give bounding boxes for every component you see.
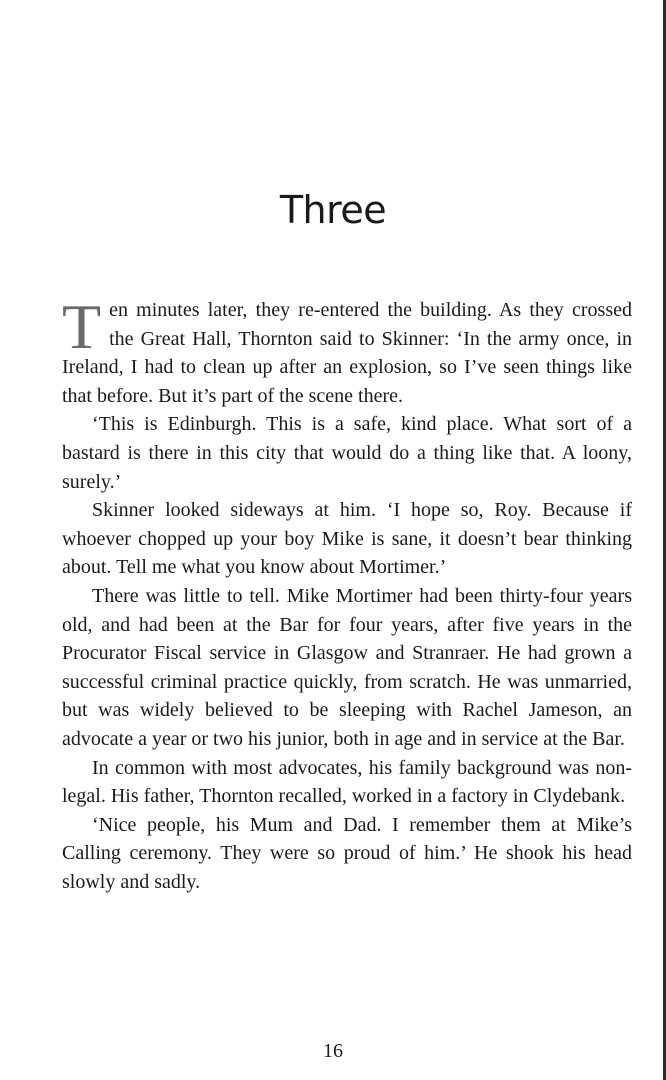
paragraph-5: In common with most advocates, his family background was non-legal. His father, Thornton recalled, worked in a factory in Clydebank. [62, 756, 632, 808]
paragraph-2: ‘This is Edinburgh. This is a safe, kind place. What sort of a bastard is there in this city that would do a thing like that. A loony, surely.’ [62, 413, 632, 493]
paragraph-3: Skinner looked sideways at him. ‘I hope so, Roy. Because if whoever chopped up your boy Mike is sane, it doesn’t bear thinking about. Tell me what you know about Mortimer.’ [62, 499, 632, 579]
drop-cap: T [62, 291, 102, 362]
paragraph-1-text: en minutes later, they re-entered the building. As they crossed the Great Hall, Thornton said to Skinner: ‘In the army once, in Ireland, I had to clean up after an explosion, so I’ve seen things like that before. But it’s part of the scene there. [62, 299, 632, 407]
paragraph-6: ‘Nice people, his Mum and Dad. I remember them at Mike’s Calling ceremony. They were so proud of him.’ He shook his head slowly and sadly. [62, 813, 632, 893]
paragraph-1 [62, 291, 632, 410]
paragraph-4: There was little to tell. Mike Mortimer had been thirty-four years old, and had been at the Bar for four years, after five years in the Procurator Fiscal service in Glasgow and Stranraer. He had grown a successful criminal practice quickly, from scratch. He was unmarried, but was widely believed to be sleeping with Rachel Jameson, an advocate a year or two his junior, both in age and in service at the Bar. [62, 584, 632, 750]
chapter-body [62, 291, 632, 896]
page-number: 16 [323, 1040, 343, 1062]
chapter-title: Three [279, 188, 387, 232]
